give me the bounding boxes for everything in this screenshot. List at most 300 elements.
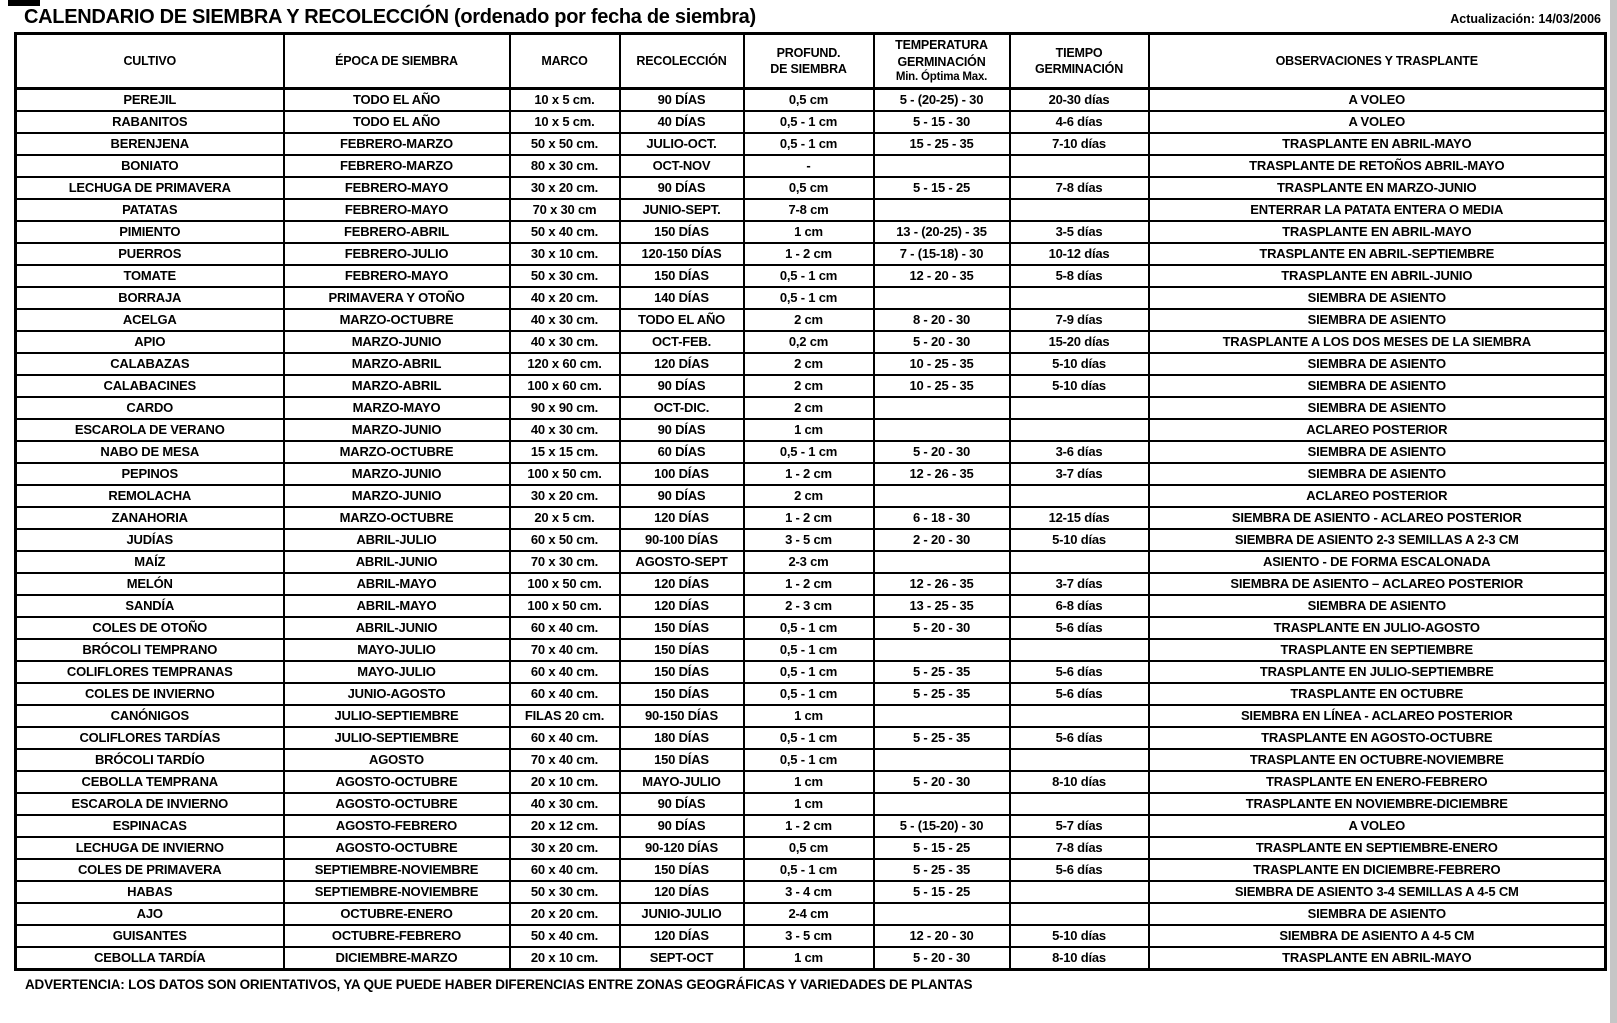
cell-observaciones: TRASPLANTE DE RETOÑOS ABRIL-MAYO xyxy=(1149,155,1606,177)
cell-observaciones: TRASPLANTE EN ABRIL-MAYO xyxy=(1149,221,1606,243)
cell-cultivo: ESCAROLA DE INVIERNO xyxy=(16,793,284,815)
cell-recoleccion: AGOSTO-SEPT xyxy=(620,551,744,573)
cell-epoca: FEBRERO-MARZO xyxy=(284,155,510,177)
column-header-tiempo: TIEMPO GERMINACIÓN xyxy=(1010,34,1149,89)
cell-marco: 10 x 5 cm. xyxy=(510,89,620,112)
cell-observaciones: TRASPLANTE EN NOVIEMBRE-DICIEMBRE xyxy=(1149,793,1606,815)
cell-marco: 100 x 60 cm. xyxy=(510,375,620,397)
cell-recoleccion: 90 DÍAS xyxy=(620,815,744,837)
cell-marco: 70 x 40 cm. xyxy=(510,639,620,661)
cell-observaciones: TRASPLANTE EN ABRIL-MAYO xyxy=(1149,133,1606,155)
cell-profundidad: 2-3 cm xyxy=(744,551,874,573)
cell-observaciones: SIEMBRA DE ASIENTO xyxy=(1149,287,1606,309)
cell-cultivo: BRÓCOLI TEMPRANO xyxy=(16,639,284,661)
cell-profundidad: 0,5 cm xyxy=(744,177,874,199)
table-row xyxy=(16,155,1606,177)
cell-epoca: JULIO-SEPTIEMBRE xyxy=(284,705,510,727)
table-row xyxy=(16,89,1606,112)
cell-tiempo: 6-8 días xyxy=(1010,595,1149,617)
cell-cultivo: LECHUGA DE PRIMAVERA xyxy=(16,177,284,199)
cell-cultivo: COLIFLORES TEMPRANAS xyxy=(16,661,284,683)
cell-epoca: MARZO-OCTUBRE xyxy=(284,507,510,529)
cell-recoleccion: 90 DÍAS xyxy=(620,485,744,507)
cell-temperatura: 5 - 25 - 35 xyxy=(874,727,1010,749)
table-row xyxy=(16,705,1606,727)
cell-observaciones: SIEMBRA DE ASIENTO 2-3 SEMILLAS A 2-3 CM xyxy=(1149,529,1606,551)
cell-tiempo: 4-6 días xyxy=(1010,111,1149,133)
cell-cultivo: ESPINACAS xyxy=(16,815,284,837)
cell-epoca: FEBRERO-JULIO xyxy=(284,243,510,265)
cell-cultivo: MAÍZ xyxy=(16,551,284,573)
cell-profundidad: 2-4 cm xyxy=(744,903,874,925)
cell-profundidad: 0,5 - 1 cm xyxy=(744,727,874,749)
cell-profundidad: 0,5 - 1 cm xyxy=(744,265,874,287)
cell-marco: 15 x 15 cm. xyxy=(510,441,620,463)
cell-temperatura: 5 - 25 - 35 xyxy=(874,661,1010,683)
cell-tiempo: 5-6 días xyxy=(1010,859,1149,881)
cell-recoleccion: 90 DÍAS xyxy=(620,177,744,199)
cell-profundidad: 1 - 2 cm xyxy=(744,507,874,529)
table-row xyxy=(16,177,1606,199)
cell-marco: 20 x 10 cm. xyxy=(510,771,620,793)
cell-epoca: FEBRERO-MAYO xyxy=(284,177,510,199)
cell-cultivo: COLES DE INVIERNO xyxy=(16,683,284,705)
cell-profundidad: 1 - 2 cm xyxy=(744,573,874,595)
cell-cultivo: ZANAHORIA xyxy=(16,507,284,529)
cell-cultivo: BONIATO xyxy=(16,155,284,177)
cell-recoleccion: 120 DÍAS xyxy=(620,573,744,595)
table-row xyxy=(16,639,1606,661)
column-subheader-temperatura: Min. Óptima Max. xyxy=(895,70,988,83)
cell-cultivo: COLIFLORES TARDÍAS xyxy=(16,727,284,749)
cell-observaciones: SIEMBRA DE ASIENTO A 4-5 CM xyxy=(1149,925,1606,947)
table-row xyxy=(16,529,1606,551)
cell-epoca: DICIEMBRE-MARZO xyxy=(284,947,510,970)
cell-observaciones: SIEMBRA DE ASIENTO xyxy=(1149,463,1606,485)
cell-temperatura xyxy=(874,419,1010,441)
cell-temperatura xyxy=(874,155,1010,177)
table-row xyxy=(16,903,1606,925)
cell-observaciones: SIEMBRA DE ASIENTO xyxy=(1149,353,1606,375)
cell-observaciones: TRASPLANTE EN JULIO-AGOSTO xyxy=(1149,617,1606,639)
cell-cultivo: PEREJIL xyxy=(16,89,284,112)
cell-profundidad: 2 cm xyxy=(744,375,874,397)
cell-marco: 70 x 30 cm. xyxy=(510,551,620,573)
cell-temperatura: 5 - 15 - 25 xyxy=(874,177,1010,199)
cell-marco: 30 x 20 cm. xyxy=(510,177,620,199)
scan-artifact-mark xyxy=(8,0,40,6)
cell-cultivo: ESCAROLA DE VERANO xyxy=(16,419,284,441)
cell-observaciones: A VOLEO xyxy=(1149,89,1606,112)
cell-temperatura: 5 - 25 - 35 xyxy=(874,859,1010,881)
table-row xyxy=(16,815,1606,837)
cell-epoca: ABRIL-JULIO xyxy=(284,529,510,551)
cell-recoleccion: 100 DÍAS xyxy=(620,463,744,485)
cell-temperatura: 2 - 20 - 30 xyxy=(874,529,1010,551)
cell-marco: 60 x 40 cm. xyxy=(510,727,620,749)
cell-marco: 50 x 30 cm. xyxy=(510,881,620,903)
cell-observaciones: TRASPLANTE EN AGOSTO-OCTUBRE xyxy=(1149,727,1606,749)
cell-epoca: MARZO-OCTUBRE xyxy=(284,309,510,331)
table-row xyxy=(16,331,1606,353)
cell-cultivo: COLES DE PRIMAVERA xyxy=(16,859,284,881)
cell-tiempo: 3-5 días xyxy=(1010,221,1149,243)
cell-temperatura: 6 - 18 - 30 xyxy=(874,507,1010,529)
cell-recoleccion: MAYO-JULIO xyxy=(620,771,744,793)
table-row xyxy=(16,199,1606,221)
cell-tiempo: 5-8 días xyxy=(1010,265,1149,287)
cell-profundidad: 2 cm xyxy=(744,485,874,507)
cell-marco: 120 x 60 cm. xyxy=(510,353,620,375)
cell-recoleccion: 90 DÍAS xyxy=(620,793,744,815)
cell-recoleccion: 120 DÍAS xyxy=(620,881,744,903)
cell-cultivo: CALABACINES xyxy=(16,375,284,397)
cell-recoleccion: OCT-FEB. xyxy=(620,331,744,353)
cell-profundidad: 0,5 - 1 cm xyxy=(744,683,874,705)
cell-marco: 20 x 5 cm. xyxy=(510,507,620,529)
column-header-cultivo: CULTIVO xyxy=(16,34,284,89)
table-row xyxy=(16,683,1606,705)
cell-recoleccion: 90-120 DÍAS xyxy=(620,837,744,859)
cell-tiempo xyxy=(1010,397,1149,419)
cell-cultivo: RABANITOS xyxy=(16,111,284,133)
cell-temperatura xyxy=(874,705,1010,727)
cell-observaciones: TRASPLANTE EN ENERO-FEBRERO xyxy=(1149,771,1606,793)
cell-profundidad: - xyxy=(744,155,874,177)
cell-cultivo: PEPINOS xyxy=(16,463,284,485)
cell-recoleccion: OCT-NOV xyxy=(620,155,744,177)
cell-tiempo xyxy=(1010,287,1149,309)
cell-temperatura: 5 - 20 - 30 xyxy=(874,617,1010,639)
cell-observaciones: TRASPLANTE EN SEPTIEMBRE-ENERO xyxy=(1149,837,1606,859)
cell-tiempo xyxy=(1010,419,1149,441)
cell-cultivo: ACELGA xyxy=(16,309,284,331)
table-row xyxy=(16,419,1606,441)
cell-marco: 70 x 40 cm. xyxy=(510,749,620,771)
cell-tiempo xyxy=(1010,903,1149,925)
cell-temperatura: 5 - (15-20) - 30 xyxy=(874,815,1010,837)
cell-profundidad: 0,5 - 1 cm xyxy=(744,749,874,771)
cell-epoca: FEBRERO-MAYO xyxy=(284,199,510,221)
cell-epoca: AGOSTO-FEBRERO xyxy=(284,815,510,837)
cell-profundidad: 2 - 3 cm xyxy=(744,595,874,617)
cell-tiempo xyxy=(1010,793,1149,815)
cell-profundidad: 0,5 - 1 cm xyxy=(744,287,874,309)
cell-marco: 60 x 40 cm. xyxy=(510,661,620,683)
cell-observaciones: SIEMBRA DE ASIENTO xyxy=(1149,903,1606,925)
cell-marco: 100 x 50 cm. xyxy=(510,595,620,617)
cell-observaciones: SIEMBRA DE ASIENTO – ACLAREO POSTERIOR xyxy=(1149,573,1606,595)
cell-cultivo: CARDO xyxy=(16,397,284,419)
cell-cultivo: APIO xyxy=(16,331,284,353)
cell-epoca: SEPTIEMBRE-NOVIEMBRE xyxy=(284,881,510,903)
cell-marco: 50 x 30 cm. xyxy=(510,265,620,287)
cell-observaciones: TRASPLANTE EN ABRIL-SEPTIEMBRE xyxy=(1149,243,1606,265)
table-row xyxy=(16,353,1606,375)
table-row xyxy=(16,925,1606,947)
table-row xyxy=(16,881,1606,903)
cell-observaciones: SIEMBRA DE ASIENTO xyxy=(1149,441,1606,463)
cell-epoca: SEPTIEMBRE-NOVIEMBRE xyxy=(284,859,510,881)
cell-cultivo: CEBOLLA TARDÍA xyxy=(16,947,284,970)
cell-marco: 20 x 20 cm. xyxy=(510,903,620,925)
cell-profundidad: 0,2 cm xyxy=(744,331,874,353)
table-row xyxy=(16,859,1606,881)
cell-recoleccion: 120 DÍAS xyxy=(620,595,744,617)
cell-observaciones: ACLAREO POSTERIOR xyxy=(1149,419,1606,441)
cell-temperatura xyxy=(874,287,1010,309)
cell-cultivo: BERENJENA xyxy=(16,133,284,155)
table-row xyxy=(16,441,1606,463)
page-edge-strip xyxy=(1610,0,1617,1023)
cell-cultivo: COLES DE OTOÑO xyxy=(16,617,284,639)
cell-recoleccion: 90-150 DÍAS xyxy=(620,705,744,727)
cell-epoca: MARZO-OCTUBRE xyxy=(284,441,510,463)
cell-epoca: AGOSTO-OCTUBRE xyxy=(284,837,510,859)
cell-observaciones: SIEMBRA DE ASIENTO xyxy=(1149,595,1606,617)
table-row xyxy=(16,749,1606,771)
cell-epoca: AGOSTO-OCTUBRE xyxy=(284,793,510,815)
cell-tiempo xyxy=(1010,639,1149,661)
cell-recoleccion: 150 DÍAS xyxy=(620,661,744,683)
cell-temperatura xyxy=(874,639,1010,661)
cell-observaciones: ASIENTO - DE FORMA ESCALONADA xyxy=(1149,551,1606,573)
cell-profundidad: 0,5 - 1 cm xyxy=(744,111,874,133)
cell-recoleccion: 120-150 DÍAS xyxy=(620,243,744,265)
column-header-observaciones: OBSERVACIONES Y TRASPLANTE xyxy=(1149,34,1606,89)
cell-epoca: MARZO-ABRIL xyxy=(284,353,510,375)
cell-marco: 20 x 10 cm. xyxy=(510,947,620,970)
cell-observaciones: TRASPLANTE EN OCTUBRE-NOVIEMBRE xyxy=(1149,749,1606,771)
cell-temperatura: 5 - 20 - 30 xyxy=(874,331,1010,353)
cell-cultivo: AJO xyxy=(16,903,284,925)
table-row xyxy=(16,309,1606,331)
cell-cultivo: CALABAZAS xyxy=(16,353,284,375)
cell-recoleccion: 90 DÍAS xyxy=(620,89,744,112)
table-row xyxy=(16,727,1606,749)
table-row xyxy=(16,221,1606,243)
cell-tiempo: 5-6 días xyxy=(1010,683,1149,705)
cell-tiempo: 7-8 días xyxy=(1010,837,1149,859)
cell-recoleccion: 90-100 DÍAS xyxy=(620,529,744,551)
cell-recoleccion: 150 DÍAS xyxy=(620,749,744,771)
cell-cultivo: PIMIENTO xyxy=(16,221,284,243)
cell-recoleccion: 140 DÍAS xyxy=(620,287,744,309)
cell-profundidad: 3 - 4 cm xyxy=(744,881,874,903)
table-row xyxy=(16,837,1606,859)
column-header-recoleccion: RECOLECCIÓN xyxy=(620,34,744,89)
cell-epoca: MARZO-JUNIO xyxy=(284,463,510,485)
table-row xyxy=(16,595,1606,617)
cell-marco: 10 x 5 cm. xyxy=(510,111,620,133)
cell-observaciones: TRASPLANTE EN OCTUBRE xyxy=(1149,683,1606,705)
cell-temperatura: 12 - 26 - 35 xyxy=(874,463,1010,485)
cell-recoleccion: 120 DÍAS xyxy=(620,353,744,375)
cell-recoleccion: OCT-DIC. xyxy=(620,397,744,419)
cell-profundidad: 1 cm xyxy=(744,705,874,727)
cell-observaciones: TRASPLANTE A LOS DOS MESES DE LA SIEMBRA xyxy=(1149,331,1606,353)
cell-marco: 90 x 90 cm. xyxy=(510,397,620,419)
cell-observaciones: TRASPLANTE EN ABRIL-MAYO xyxy=(1149,947,1606,970)
cell-epoca: FEBRERO-MARZO xyxy=(284,133,510,155)
cell-observaciones: TRASPLANTE EN SEPTIEMBRE xyxy=(1149,639,1606,661)
cell-profundidad: 7-8 cm xyxy=(744,199,874,221)
cell-marco: 60 x 50 cm. xyxy=(510,529,620,551)
cell-profundidad: 1 - 2 cm xyxy=(744,815,874,837)
cell-tiempo: 5-10 días xyxy=(1010,375,1149,397)
page-title: CALENDARIO DE SIEMBRA Y RECOLECCIÓN (ordenado por fecha de siembra) xyxy=(24,6,756,28)
cell-profundidad: 1 cm xyxy=(744,793,874,815)
cell-epoca: ABRIL-MAYO xyxy=(284,573,510,595)
cell-recoleccion: TODO EL AÑO xyxy=(620,309,744,331)
cell-recoleccion: 150 DÍAS xyxy=(620,639,744,661)
table-row xyxy=(16,947,1606,970)
table-body xyxy=(16,89,1606,970)
cell-cultivo: GUISANTES xyxy=(16,925,284,947)
cell-profundidad: 0,5 - 1 cm xyxy=(744,617,874,639)
cell-tiempo: 3-7 días xyxy=(1010,463,1149,485)
cell-epoca: ABRIL-JUNIO xyxy=(284,617,510,639)
cell-cultivo: CANÓNIGOS xyxy=(16,705,284,727)
warning-note: ADVERTENCIA: LOS DATOS SON ORIENTATIVOS, YA QUE PUEDE HABER DIFERENCIAS ENTRE ZONAS GEOGRÁFICAS Y VARIEDADES DE PLANTAS xyxy=(25,977,973,992)
cell-marco: 100 x 50 cm. xyxy=(510,573,620,595)
cell-tiempo: 15-20 días xyxy=(1010,331,1149,353)
cell-profundidad: 0,5 cm xyxy=(744,837,874,859)
cell-tiempo xyxy=(1010,881,1149,903)
table-row xyxy=(16,771,1606,793)
cell-epoca: MAYO-JULIO xyxy=(284,661,510,683)
table-row xyxy=(16,507,1606,529)
cell-profundidad: 0,5 - 1 cm xyxy=(744,859,874,881)
cell-temperatura: 12 - 20 - 30 xyxy=(874,925,1010,947)
cell-tiempo xyxy=(1010,749,1149,771)
cell-cultivo: BORRAJA xyxy=(16,287,284,309)
cell-marco: 50 x 40 cm. xyxy=(510,925,620,947)
title-row xyxy=(14,6,1601,32)
cell-recoleccion: JUNIO-SEPT. xyxy=(620,199,744,221)
cell-profundidad: 3 - 5 cm xyxy=(744,529,874,551)
cell-tiempo: 7-8 días xyxy=(1010,177,1149,199)
cell-temperatura xyxy=(874,903,1010,925)
cell-observaciones: TRASPLANTE EN MARZO-JUNIO xyxy=(1149,177,1606,199)
cell-temperatura: 5 - 20 - 30 xyxy=(874,771,1010,793)
cell-temperatura: 7 - (15-18) - 30 xyxy=(874,243,1010,265)
cell-cultivo: HABAS xyxy=(16,881,284,903)
cell-marco: 30 x 20 cm. xyxy=(510,837,620,859)
cell-marco: 70 x 30 cm xyxy=(510,199,620,221)
cell-observaciones: SIEMBRA DE ASIENTO xyxy=(1149,309,1606,331)
cell-temperatura: 10 - 25 - 35 xyxy=(874,375,1010,397)
cell-temperatura: 12 - 20 - 35 xyxy=(874,265,1010,287)
cell-observaciones: TRASPLANTE EN JULIO-SEPTIEMBRE xyxy=(1149,661,1606,683)
cell-profundidad: 2 cm xyxy=(744,397,874,419)
cell-cultivo: CEBOLLA TEMPRANA xyxy=(16,771,284,793)
cell-profundidad: 0,5 cm xyxy=(744,89,874,112)
table-row xyxy=(16,265,1606,287)
table-row xyxy=(16,375,1606,397)
cell-observaciones: ENTERRAR LA PATATA ENTERA O MEDIA xyxy=(1149,199,1606,221)
cell-marco: 40 x 30 cm. xyxy=(510,331,620,353)
cell-recoleccion: 120 DÍAS xyxy=(620,925,744,947)
cell-tiempo: 12-15 días xyxy=(1010,507,1149,529)
cell-tiempo: 5-10 días xyxy=(1010,353,1149,375)
cell-recoleccion: 40 DÍAS xyxy=(620,111,744,133)
cell-marco: 30 x 10 cm. xyxy=(510,243,620,265)
cell-tiempo: 7-10 días xyxy=(1010,133,1149,155)
column-header-marco: MARCO xyxy=(510,34,620,89)
cell-tiempo: 3-7 días xyxy=(1010,573,1149,595)
cell-tiempo: 5-6 días xyxy=(1010,661,1149,683)
cell-recoleccion: 150 DÍAS xyxy=(620,683,744,705)
cell-marco: 60 x 40 cm. xyxy=(510,859,620,881)
cell-profundidad: 0,5 - 1 cm xyxy=(744,441,874,463)
column-header-profundidad: PROFUND. DE SIEMBRA xyxy=(744,34,874,89)
cell-marco: 20 x 12 cm. xyxy=(510,815,620,837)
cell-tiempo xyxy=(1010,485,1149,507)
table-row xyxy=(16,111,1606,133)
cell-observaciones: A VOLEO xyxy=(1149,111,1606,133)
cell-epoca: MARZO-JUNIO xyxy=(284,419,510,441)
cell-marco: 50 x 40 cm. xyxy=(510,221,620,243)
cell-marco: 100 x 50 cm. xyxy=(510,463,620,485)
cell-profundidad: 1 cm xyxy=(744,771,874,793)
cell-observaciones: ACLAREO POSTERIOR xyxy=(1149,485,1606,507)
cell-recoleccion: SEPT-OCT xyxy=(620,947,744,970)
cell-tiempo: 5-10 días xyxy=(1010,529,1149,551)
cell-tiempo xyxy=(1010,199,1149,221)
calendar-table xyxy=(14,32,1607,971)
cell-epoca: MARZO-MAYO xyxy=(284,397,510,419)
cell-epoca: AGOSTO xyxy=(284,749,510,771)
cell-marco: 40 x 20 cm. xyxy=(510,287,620,309)
cell-tiempo: 7-9 días xyxy=(1010,309,1149,331)
cell-temperatura: 13 - 25 - 35 xyxy=(874,595,1010,617)
cell-tiempo: 5-7 días xyxy=(1010,815,1149,837)
table-row xyxy=(16,243,1606,265)
cell-marco: 30 x 20 cm. xyxy=(510,485,620,507)
table-header-row xyxy=(16,34,1606,89)
cell-tiempo xyxy=(1010,551,1149,573)
cell-temperatura: 5 - 15 - 25 xyxy=(874,881,1010,903)
cell-epoca: ABRIL-MAYO xyxy=(284,595,510,617)
cell-profundidad: 0,5 - 1 cm xyxy=(744,639,874,661)
cell-marco: FILAS 20 cm. xyxy=(510,705,620,727)
cell-cultivo: SANDÍA xyxy=(16,595,284,617)
cell-epoca: TODO EL AÑO xyxy=(284,111,510,133)
cell-profundidad: 1 cm xyxy=(744,947,874,970)
table-row xyxy=(16,287,1606,309)
cell-tiempo: 8-10 días xyxy=(1010,771,1149,793)
cell-profundidad: 1 - 2 cm xyxy=(744,243,874,265)
cell-temperatura xyxy=(874,397,1010,419)
cell-profundidad: 2 cm xyxy=(744,353,874,375)
cell-temperatura xyxy=(874,199,1010,221)
cell-recoleccion: 150 DÍAS xyxy=(620,221,744,243)
table-row xyxy=(16,661,1606,683)
cell-profundidad: 0,5 - 1 cm xyxy=(744,133,874,155)
cell-marco: 80 x 30 cm. xyxy=(510,155,620,177)
cell-epoca: OCTUBRE-ENERO xyxy=(284,903,510,925)
cell-cultivo: REMOLACHA xyxy=(16,485,284,507)
cell-tiempo: 3-6 días xyxy=(1010,441,1149,463)
cell-cultivo: JUDÍAS xyxy=(16,529,284,551)
cell-temperatura: 13 - (20-25) - 35 xyxy=(874,221,1010,243)
cell-marco: 50 x 50 cm. xyxy=(510,133,620,155)
cell-epoca: TODO EL AÑO xyxy=(284,89,510,112)
table-row xyxy=(16,463,1606,485)
cell-tiempo xyxy=(1010,155,1149,177)
cell-epoca: PRIMAVERA Y OTOÑO xyxy=(284,287,510,309)
